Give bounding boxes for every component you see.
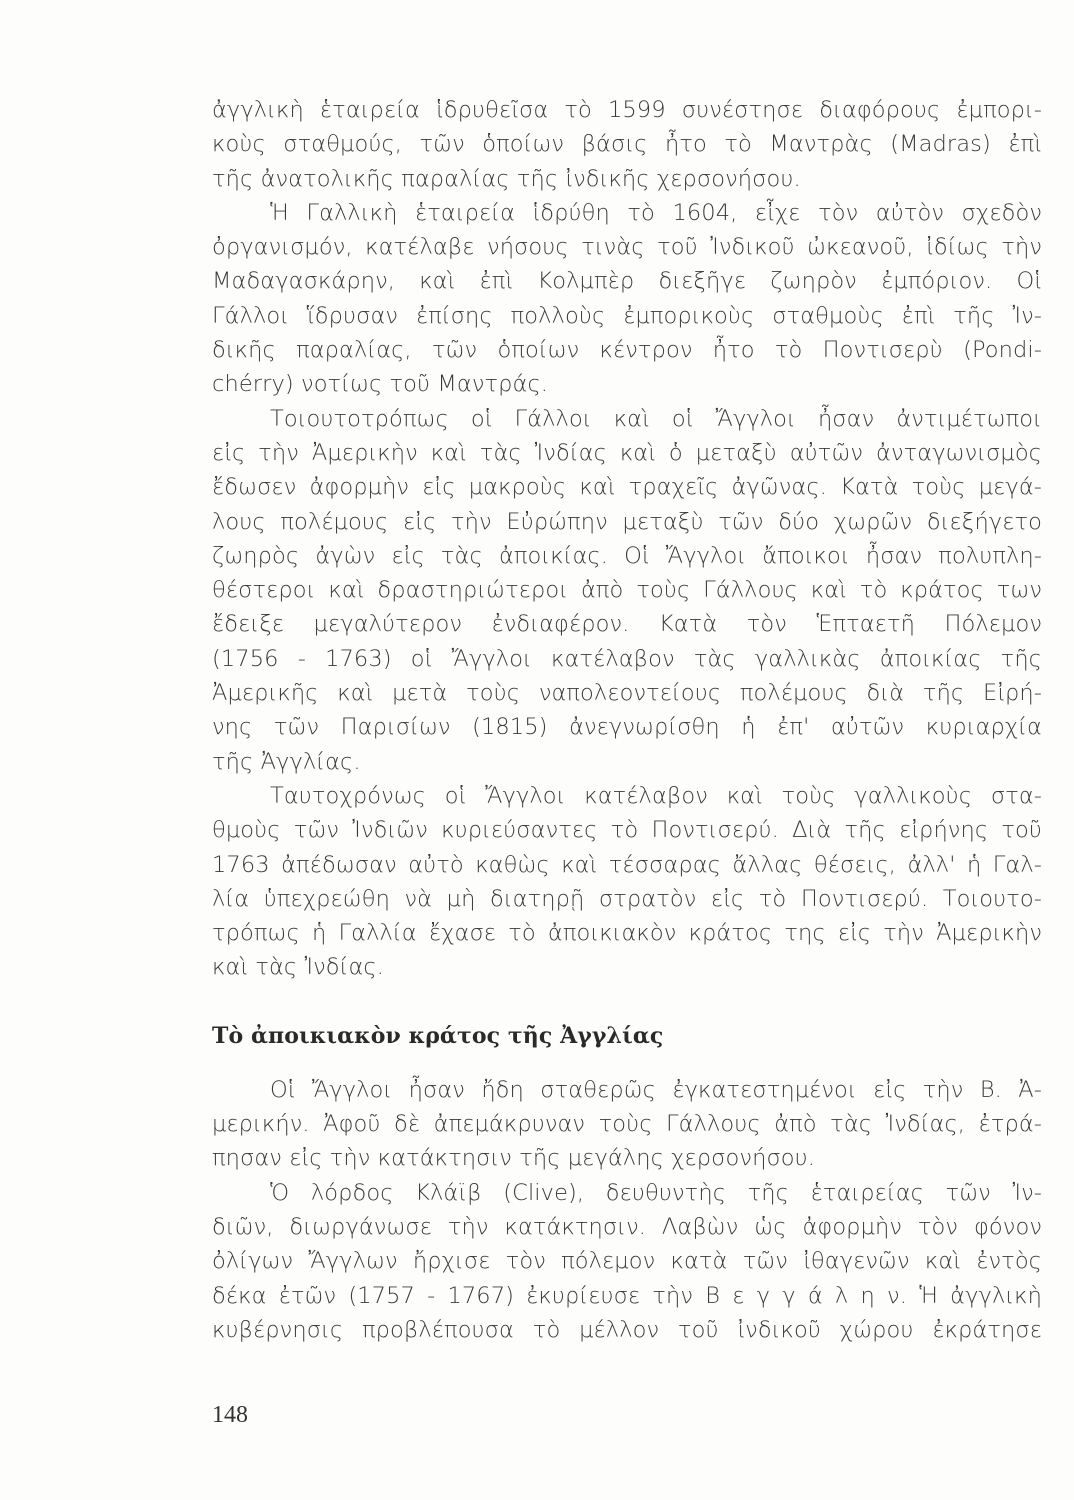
text-line: νης τῶν Παρισίων (1815) ἀνεγνωρίσθη ἡ ἐπ' αὐτῶν κυριαρχία	[212, 714, 1042, 741]
section-heading: Τὸ ἀποικιακὸν κράτος τῆς Ἀγγλίας	[212, 1022, 664, 1049]
text-line: Οἱ Ἄγγλοι ἦσαν ἤδη σταθερῶς ἐγκατεστημένοι εἰς τὴν Β. Ἀ-	[270, 1076, 1042, 1103]
paragraph	[212, 779, 1042, 985]
text-line: Ἡ Γαλλικὴ ἑταιρεία ἱδρύθη τὸ 1604, εἶχε τὸν αὐτὸν σχεδὸν	[270, 199, 1042, 226]
text-line: μερικήν. Ἀφοῦ δὲ ἀπεμάκρυναν τοὺς Γάλλους ἀπὸ τὰς Ἰνδίας, ἐτρά-	[212, 1111, 1042, 1138]
text-line: ἔδειξε μεγαλύτερον ἐνδιαφέρον. Κατὰ τὸν Ἑπταετῆ Πόλεμον	[212, 611, 1042, 638]
text-line: Μαδαγασκάρην, καὶ ἐπὶ Κολμπὲρ διεξῆγε ζωηρὸν ἐμπόριον. Οἱ	[212, 268, 1042, 295]
text-line: Ἀμερικῆς καὶ μετὰ τοὺς ναπολεοντείους πολέμους διὰ τῆς Εἰρή-	[212, 680, 1042, 707]
text-line: τρόπως ἡ Γαλλία ἔχασε τὸ ἀποικιακὸν κράτος της εἰς τὴν Ἀμερικὴν	[212, 920, 1042, 947]
paragraph	[212, 402, 1042, 779]
text-line: διῶν, διωργάνωσε τὴν κατάκτησιν. Λαβὼν ὡς ἀφορμὴν τὸν φόνον	[212, 1213, 1042, 1240]
text-line: (1756 - 1763) οἱ Ἄγγλοι κατέλαβον τὰς γαλλικὰς ἀποικίας τῆς	[212, 645, 1042, 672]
text-line: καὶ τὰς Ἰνδίας.	[212, 954, 384, 981]
text-line: ζωηρὸς ἀγὼν εἰς τὰς ἀποικίας. Οἱ Ἄγγλοι ἄποικοι ἦσαν πολυπλη-	[212, 542, 1042, 569]
paragraph	[212, 1176, 1042, 1347]
text-line: 1763 ἀπέδωσαν αὐτὸ καθὼς καὶ τέσσαρας ἄλλας θέσεις, ἀλλ' ἡ Γαλ-	[212, 851, 1042, 878]
text-line: Ὁ λόρδος Κλάϊβ (Clive), δευθυντὴς τῆς ἑταιρείας τῶν Ἰν-	[270, 1179, 1042, 1206]
text-line: εἰς τὴν Ἀμερικὴν καὶ τὰς Ἰνδίας καὶ ὁ μεταξὺ αὐτῶν ἀνταγωνισμὸς	[212, 439, 1042, 466]
text-line: chérry) νοτίως τοῦ Μαντράς.	[212, 371, 549, 398]
text-line: πησαν εἰς τὴν κατάκτησιν τῆς μεγάλης χερσονήσου.	[212, 1145, 816, 1172]
text-line: δικῆς παραλίας, τῶν ὁποίων κέντρον ἦτο τὸ Ποντισερὺ (Pondi-	[212, 337, 1042, 364]
text-line: λία ὑπεχρεώθη νὰ μὴ διατηρῇ στρατὸν εἰς τὸ Ποντισερύ. Τοιουτο-	[212, 885, 1042, 912]
text-line: ἔδωσεν ἀφορμὴν εἰς μακροὺς καὶ τραχεῖς ἀγῶνας. Κατὰ τοὺς μεγά-	[212, 474, 1042, 501]
text-line: κυβέρνησις προβλέπουσα τὸ μέλλον τοῦ ἰνδικοῦ χώρου ἐκράτησε	[212, 1316, 1042, 1343]
text-line: κοὺς σταθμούς, τῶν ὁποίων βάσις ἦτο τὸ Μαντρὰς (Madras) ἐπὶ	[212, 131, 1042, 158]
text-line: θέστεροι καὶ δραστηριώτεροι ἀπὸ τοὺς Γάλλους καὶ τὸ κράτος των	[212, 577, 1042, 604]
text-line: Ταυτοχρόνως οἱ Ἄγγλοι κατέλαβον καὶ τοὺς γαλλικοὺς στα-	[270, 782, 1042, 809]
text-line: τῆς ἀνατολικῆς παραλίας τῆς ἰνδικῆς χερσονήσου.	[212, 165, 801, 192]
text-line: ὀργανισμόν, κατέλαβε νήσους τινὰς τοῦ Ἰνδικοῦ ὠκεανοῦ, ἰδίως τὴν	[212, 234, 1042, 261]
paragraph	[212, 1073, 1042, 1176]
text-line: λους πολέμους εἰς τὴν Εὐρώπην μεταξὺ τῶν δύο χωρῶν διεξήγετο	[212, 508, 1042, 535]
page-number: 148	[212, 1402, 248, 1428]
text-line: ὀλίγων Ἄγγλων ἤρχισε τὸν πόλεμον κατὰ τῶν ἰθαγενῶν καὶ ἐντὸς	[212, 1248, 1042, 1275]
text-line: Γάλλοι ἵδρυσαν ἐπίσης πολλοὺς ἐμπορικοὺς σταθμοὺς ἐπὶ τῆς Ἰν-	[212, 302, 1042, 329]
text-column	[212, 93, 1042, 1347]
paragraph	[212, 196, 1042, 402]
paragraph	[212, 93, 1042, 196]
text-line: δέκα ἐτῶν (1757 - 1767) ἐκυρίευσε τὴν Β ε γ γ ά λ η ν. Ἡ ἀγγλικὴ	[212, 1282, 1042, 1309]
text-line: θμοὺς τῶν Ἰνδιῶν κυριεύσαντες τὸ Ποντισερύ. Διὰ τῆς εἰρήνης τοῦ	[212, 817, 1042, 844]
text-line: ἀγγλικὴ ἑταιρεία ἱδρυθεῖσα τὸ 1599 συνέστησε διαφόρους ἐμπορι-	[212, 97, 1042, 123]
text-line: Τοιουτοτρόπως οἱ Γάλλοι καὶ οἱ Ἄγγλοι ἦσαν ἀντιμέτωποι	[270, 405, 1042, 432]
text-line: τῆς Ἀγγλίας.	[212, 748, 361, 775]
